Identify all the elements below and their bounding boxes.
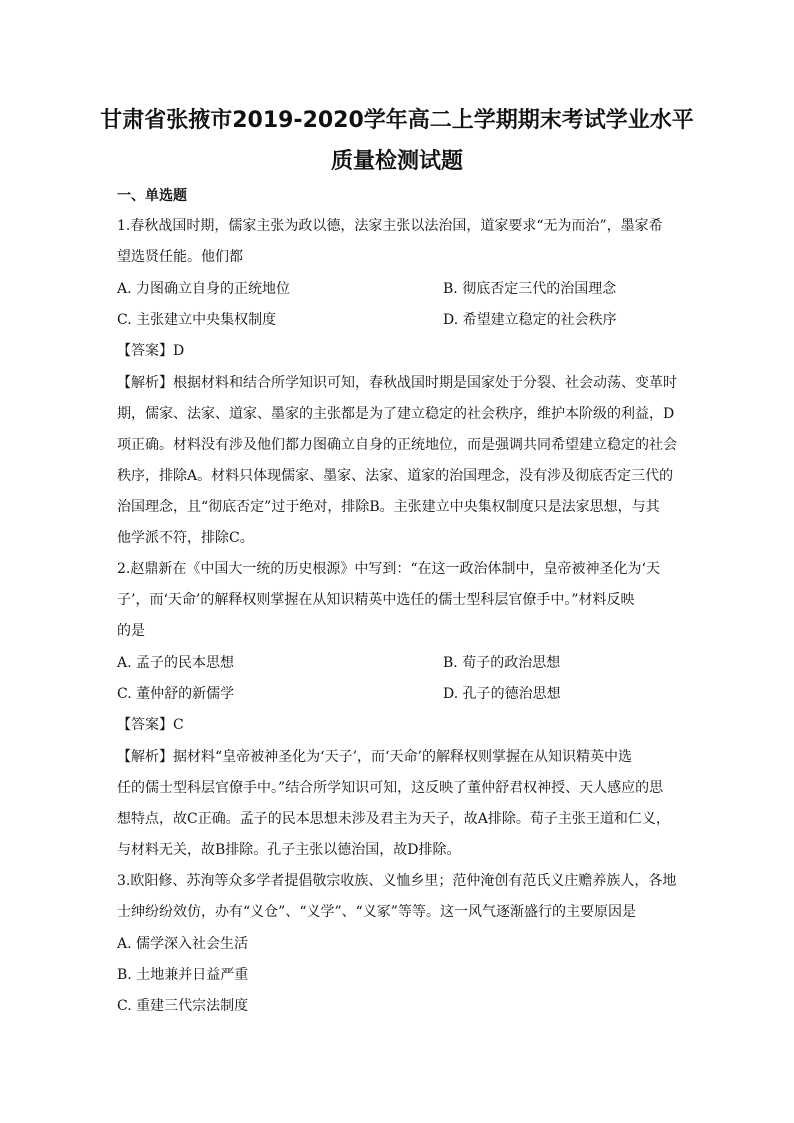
q3-option-c: C. 重建三代宗法制度 [117,998,249,1014]
analysis-tag: 【解析】 [117,375,173,391]
analysis-tag: 【解析】 [117,749,173,765]
q1-analysis-line-6: 他学派不符，排除C。 [117,530,254,546]
q2-option-a: A. 孟子的民本思想 [117,655,235,671]
q1-stem-line-2: 望选贤任能。他们都 [117,249,243,265]
q2-stem-line-3: 的是 [117,623,145,639]
q1-analysis-line-4: 秩序，排除A。材料只体现儒家、墨家、法家、道家的治国理念，没有涉及彻底否定三代的 [117,468,674,484]
q1-analysis-line-2: 期，儒家、法家、道家、墨家的主张都是为了建立稳定的社会秩序，维护本阶级的利益，D [117,406,675,422]
q2-option-c: C. 董仲舒的新儒学 [117,686,235,702]
answer-tag: 【答案】 [117,343,173,359]
q1-analysis-line-3: 项正确。材料没有涉及他们都力图确立自身的正统地位，而是强调共同希望建立稳定的社会 [117,437,677,453]
answer-value: C [173,717,184,733]
q2-analysis-line-4: 与材料无关，故B排除。孔子主张以德治国，故D排除。 [117,842,461,858]
q2-analysis-line-2: 任的儒士型科层官僚手中。”结合所学知识可知，这反映了董仲舒君权神授、天人感应的思 [117,780,664,796]
answer-tag: 【答案】 [117,717,173,733]
document-title-line-1: 甘肃省张掖市2019-2020学年高二上学期期末考试学业水平 [100,108,694,133]
analysis-text: 据材料“皇帝被神圣化为‘天子’，而‘天命’的解释权则掌握在从知识精英中选 [173,749,632,765]
q3-option-b: B. 土地兼并日益严重 [117,967,249,983]
q1-analysis-line-1 [117,373,677,393]
q3-stem-line-2: 士绅纷纷效仿，办有“义仓”、“义学”、“义冢”等等。这一风气逐渐盛行的主要原因是 [117,904,636,920]
q2-stem-line-2: 子’，而‘天命’的解释权则掌握在从知识精英中选任的儒士型科层官僚手中。”材料反映 [117,592,635,608]
analysis-text: 根据材料和结合所学知识可知，春秋战国时期是国家处于分裂、社会动荡、变革时 [173,375,677,391]
q1-option-a: A. 力图确立自身的正统地位 [117,281,291,297]
q2-option-d: D. 孔子的德治思想 [443,686,561,702]
q3-stem-line-1: 3.欧阳修、苏洵等众多学者提倡敬宗收族、义恤乡里；范仲淹创有范氏义庄赡养族人，各地 [117,873,677,889]
q1-answer [117,341,184,361]
section-heading: 一、单选题 [117,188,187,204]
q1-option-c: C. 主张建立中央集权制度 [117,312,277,328]
q1-option-d: D. 希望建立稳定的社会秩序 [443,312,617,328]
q1-option-b: B. 彻底否定三代的治国理念 [443,281,617,297]
answer-value: D [173,343,185,359]
document-title-line-2: 质量检测试题 [330,149,463,174]
q2-analysis-line-3: 想特点，故C正确。孟子的民本思想未涉及君主为天子，故A排除。荀子主张王道和仁义， [117,811,670,827]
q1-stem-line-1: 1.春秋战国时期，儒家主张为政以德，法家主张以法治国，道家要求“无为而治”，墨家希 [117,218,663,234]
q2-analysis-line-1 [117,747,677,767]
q2-stem-line-1: 2.赵鼎新在《中国大一统的历史根源》中写到：“在这一政治体制中，皇帝被神圣化为‘天 [117,561,660,577]
q3-option-a: A. 儒学深入社会生活 [117,936,249,952]
q2-answer [117,715,184,735]
q2-option-b: B. 荀子的政治思想 [443,655,561,671]
q1-analysis-line-5: 治国理念，且“彻底否定”过于绝对，排除B。主张建立中央集权制度只是法家思想，与其 [117,499,660,515]
